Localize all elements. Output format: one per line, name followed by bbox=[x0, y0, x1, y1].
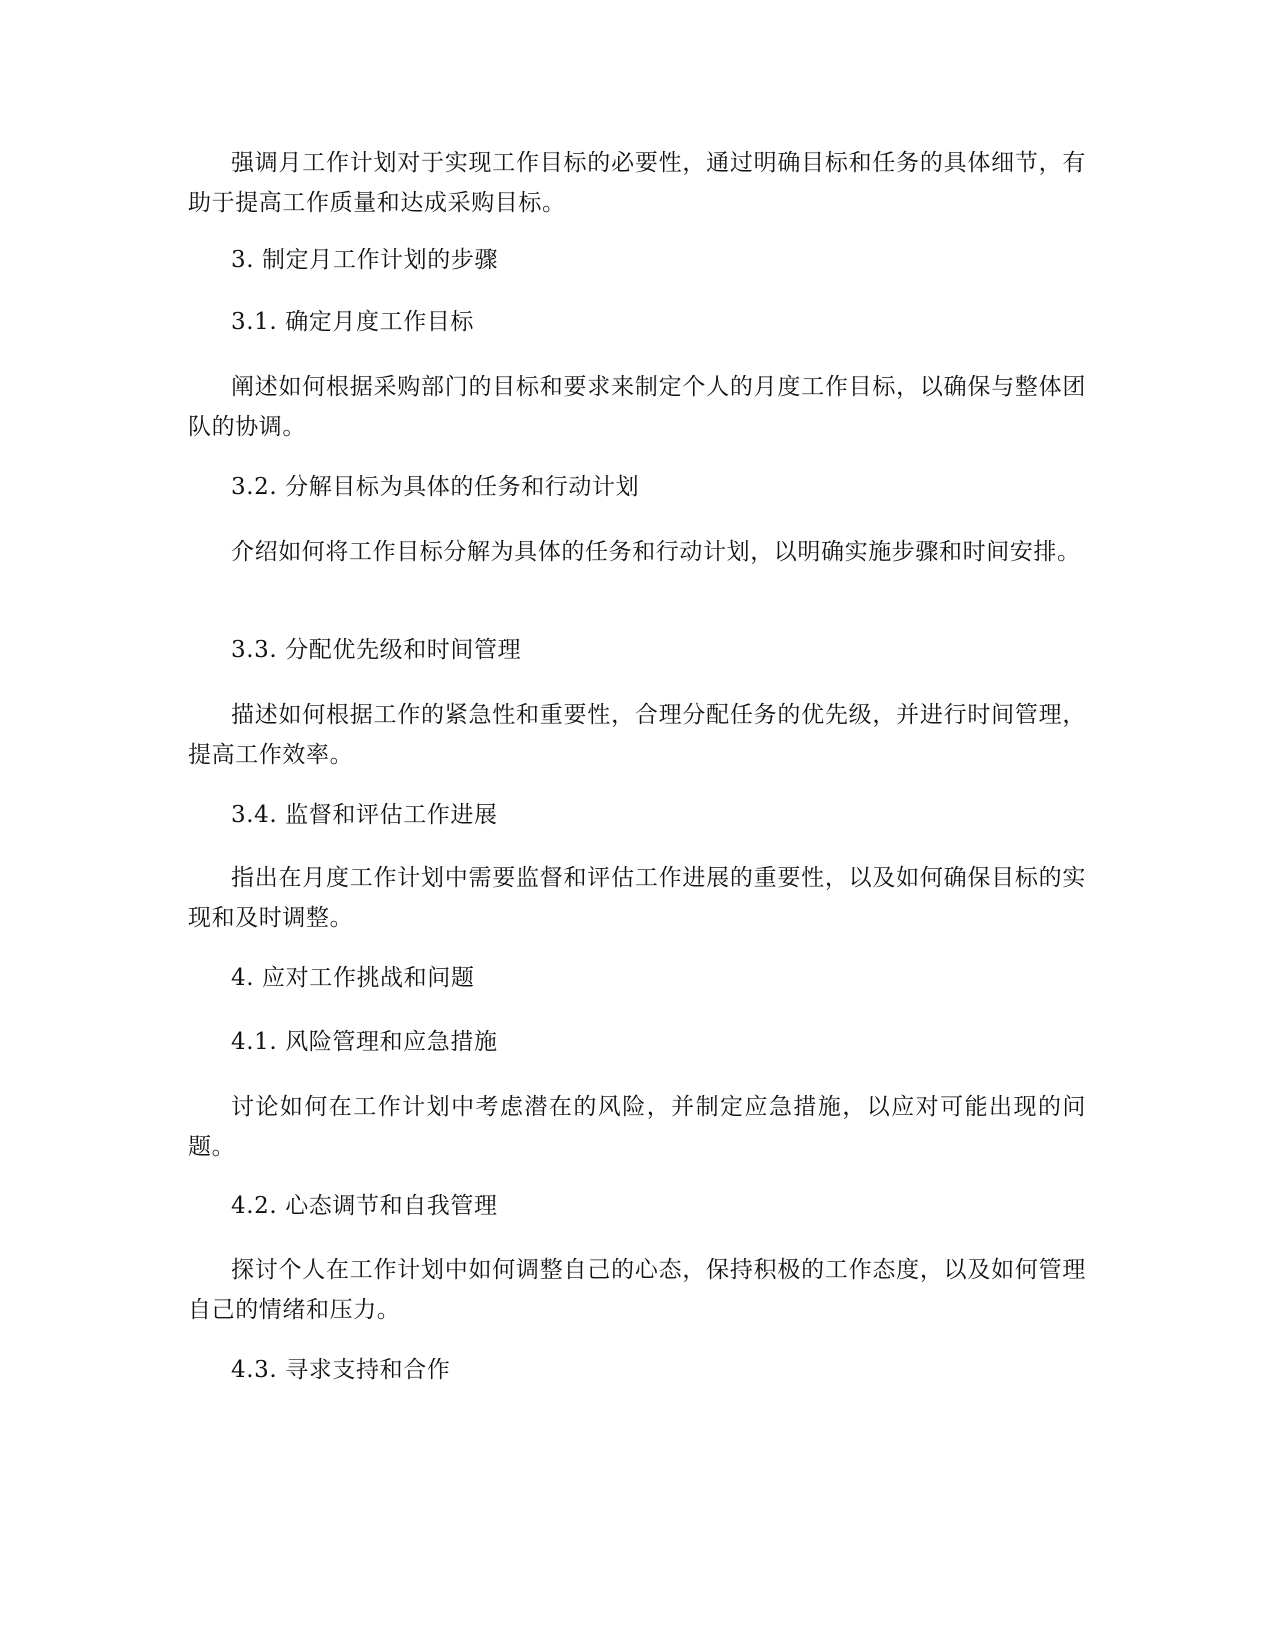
subsection-heading: 4.2. 心态调节和自我管理 bbox=[231, 1193, 498, 1219]
body-paragraph: 强调月工作计划对于实现工作目标的必要性，通过明确目标和任务的具体细节，有助于提高工作质量和达成采购目标。 bbox=[188, 150, 1086, 216]
section-heading: 4. 应对工作挑战和问题 bbox=[231, 965, 475, 991]
subsection-heading: 4.1. 风险管理和应急措施 bbox=[231, 1029, 498, 1055]
body-paragraph: 讨论如何在工作计划中考虑潜在的风险，并制定应急措施，以应对可能出现的问题。 bbox=[188, 1094, 1086, 1160]
subsection-heading: 4.3. 寻求支持和合作 bbox=[231, 1357, 451, 1383]
body-paragraph: 探讨个人在工作计划中如何调整自己的心态，保持积极的工作态度，以及如何管理自己的情绪和压力。 bbox=[188, 1257, 1086, 1323]
subsection-heading: 3.3. 分配优先级和时间管理 bbox=[231, 637, 522, 663]
subsection-heading: 3.4. 监督和评估工作进展 bbox=[231, 802, 498, 828]
body-paragraph: 阐述如何根据采购部门的目标和要求来制定个人的月度工作目标，以确保与整体团队的协调。 bbox=[188, 374, 1086, 440]
subsection-heading: 3.2. 分解目标为具体的任务和行动计划 bbox=[231, 474, 640, 500]
body-paragraph: 介绍如何将工作目标分解为具体的任务和行动计划，以明确实施步骤和时间安排。 bbox=[231, 539, 1081, 565]
section-heading: 3. 制定月工作计划的步骤 bbox=[231, 247, 499, 273]
body-paragraph: 指出在月度工作计划中需要监督和评估工作进展的重要性，以及如何确保目标的实现和及时调整。 bbox=[188, 865, 1086, 931]
body-paragraph: 描述如何根据工作的紧急性和重要性，合理分配任务的优先级，并进行时间管理，提高工作效率。 bbox=[188, 702, 1086, 768]
subsection-heading: 3.1. 确定月度工作目标 bbox=[231, 309, 474, 335]
